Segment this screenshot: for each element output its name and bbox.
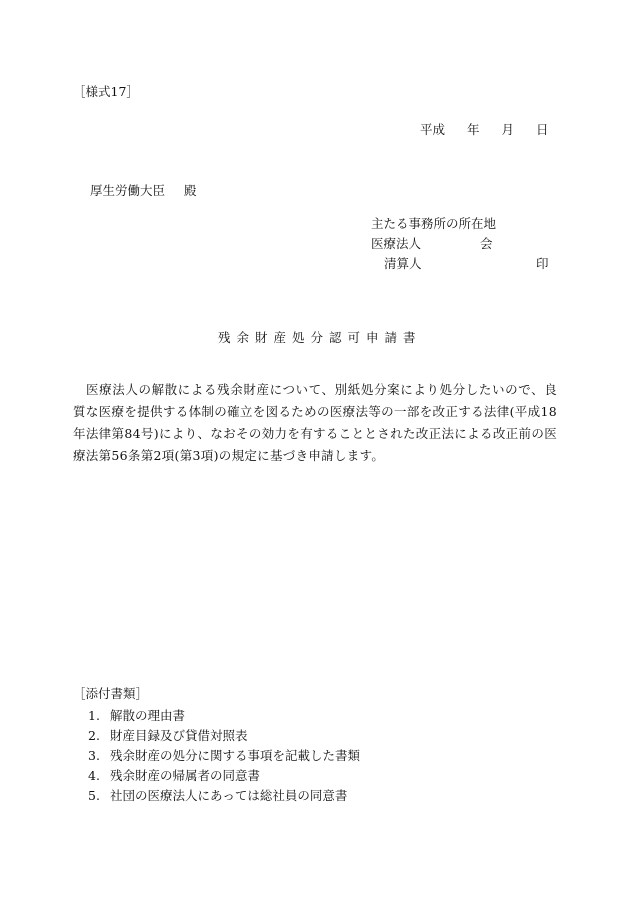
item-text: 残余財産の帰属者の同意書 — [109, 768, 260, 783]
date-line — [420, 122, 549, 138]
item-text: 社団の医療法人にあっては総社員の同意書 — [109, 788, 348, 803]
body-text: 医療法人の解散による残余財産について、別紙処分案により処分したいので、良質な医療を提供する体制の確立を図るための医療法等の一部を改正する法律(平成18年法律第84号)により、なおその効力を有することとされた改正法による改正前の医療法第56条第2項(第3項)の規定に基づき申請します。 — [73, 382, 557, 463]
date-year: 年 — [467, 122, 480, 137]
addressee-honorific: 殿 — [184, 183, 197, 198]
attachment-item — [88, 728, 247, 744]
date-day: 日 — [536, 122, 549, 137]
document-title: 残余財産処分認可申請書 — [218, 330, 422, 345]
item-number: 1. — [88, 708, 100, 723]
attachment-item — [88, 708, 185, 724]
date-month: 月 — [501, 122, 515, 137]
item-text: 財産目録及び貸借対照表 — [109, 728, 248, 743]
form-label: ［様式17］ — [73, 84, 139, 99]
item-number: 5. — [88, 788, 100, 803]
seal-mark: 印 — [536, 256, 549, 271]
item-text: 残余財産の処分に関する事項を記載した書類 — [109, 748, 360, 763]
item-number: 3. — [88, 748, 100, 763]
attachments-heading: ［添付書類］ — [73, 686, 149, 701]
addressee-name: 厚生労働大臣 — [90, 183, 166, 198]
item-number: 2. — [88, 728, 100, 743]
attachment-item — [88, 748, 360, 764]
address-label: 主たる事務所の所在地 — [371, 216, 497, 231]
attachment-item — [88, 788, 347, 804]
attachment-item — [88, 768, 260, 784]
item-text: 解散の理由書 — [109, 708, 185, 723]
corp-label: 医療法人 — [371, 236, 422, 251]
liquidator-label: 清算人 — [384, 256, 422, 271]
item-number: 4. — [88, 768, 100, 783]
corp-suffix: 会 — [480, 236, 493, 251]
date-era: 平成 — [420, 122, 446, 137]
